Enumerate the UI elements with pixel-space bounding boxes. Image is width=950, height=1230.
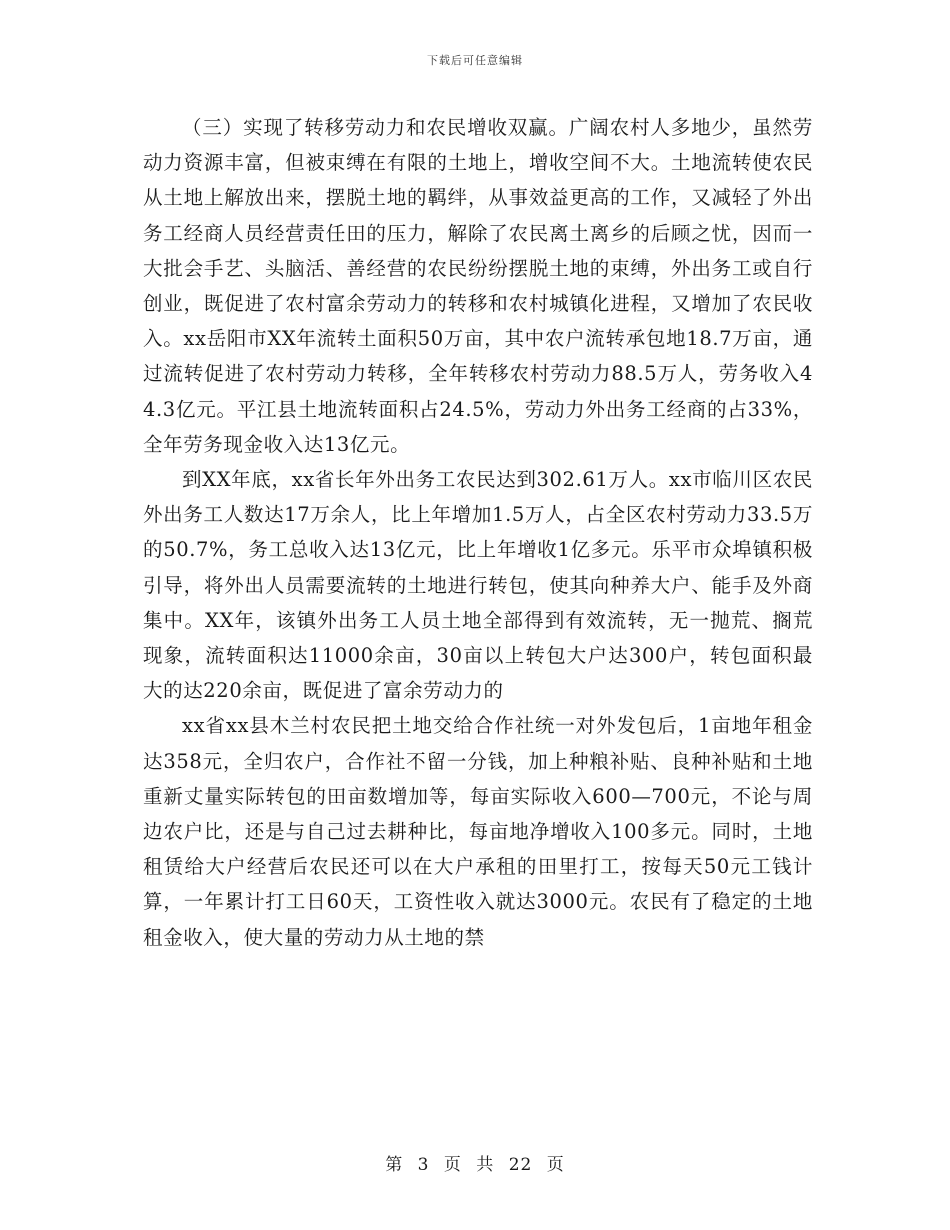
page-number-footer — [0, 1150, 950, 1175]
paragraph-1: （三）实现了转移劳动力和农民增收双赢。广阔农村人多地少，虽然劳动力资源丰富，但被束缚在有限的土地上，增收空间不大。土地流转使农民从土地上解放出来，摆脱土地的羁绊，从事效益更高的工作，又减轻了外出务工经商人员经营责任田的压力，解除了农民离土离乡的后顾之忧，因而一大批会手艺、头脑活、善经营的农民纷纷摆脱土地的束缚，外出务工或自行创业，既促进了农村富余劳动力的转移和农村城镇化进程，又增加了农民收入。xx岳阳市XX年流转土面积50万亩，其中农户流转承包地18.7万亩，通过流转促进了农村劳动力转移，全年转移农村劳动力88.5万人，劳务收入44.3亿元。平江县土地流转面积占24.5%，劳动力外出务工经商的占33%，全年劳务现金收入达13亿元。 — [143, 116, 813, 456]
footer-total-word: 共 — [476, 1155, 495, 1175]
footer-suffix: 页 — [546, 1155, 565, 1175]
footer-current-page: 3 — [417, 1155, 430, 1175]
paragraph-3: xx省xx县木兰村农民把土地交给合作社统一对外发包后，1亩地年租金达358元，全归农户，合作社不留一分钱，加上种粮补贴、良种补贴和土地重新丈量实际转包的田亩数增加等，每亩实际收入600—700元，不论与周边农户比，还是与自己过去耕种比，每亩地净增收入100多元。同时，土地租赁给大户经营后农民还可以在大户承租的田里打工，按每天50元工钱计算，一年累计打工日60天，工资性收入就达3000元。农民有了稳定的土地租金收入，使大量的劳动力从土地的禁 — [143, 714, 813, 949]
page-header-note: 下载后可任意编辑 — [427, 54, 523, 67]
paragraph-2: 到XX年底，xx省长年外出务工农民达到302.61万人。xx市临川区农民外出务工人数达17万余人，比上年增加1.5万人，占全区农村劳动力33.5万的50.7%，务工总收入达13亿元，比上年增收1亿多元。乐平市众埠镇积极引导，将外出人员需要流转的土地进行转包，使其向种养大户、能手及外商集中。XX年，该镇外出务工人员土地全部得到有效流转，无一抛荒、搁荒现象，流转面积达11000余亩，30亩以上转包大户达300户，转包面积最大的达220余亩，既促进了富余劳动力的 — [143, 468, 813, 703]
document-body — [143, 110, 813, 955]
footer-prefix: 第 — [385, 1155, 404, 1175]
footer-total-pages: 22 — [508, 1155, 533, 1175]
footer-page-word: 页 — [443, 1155, 462, 1175]
